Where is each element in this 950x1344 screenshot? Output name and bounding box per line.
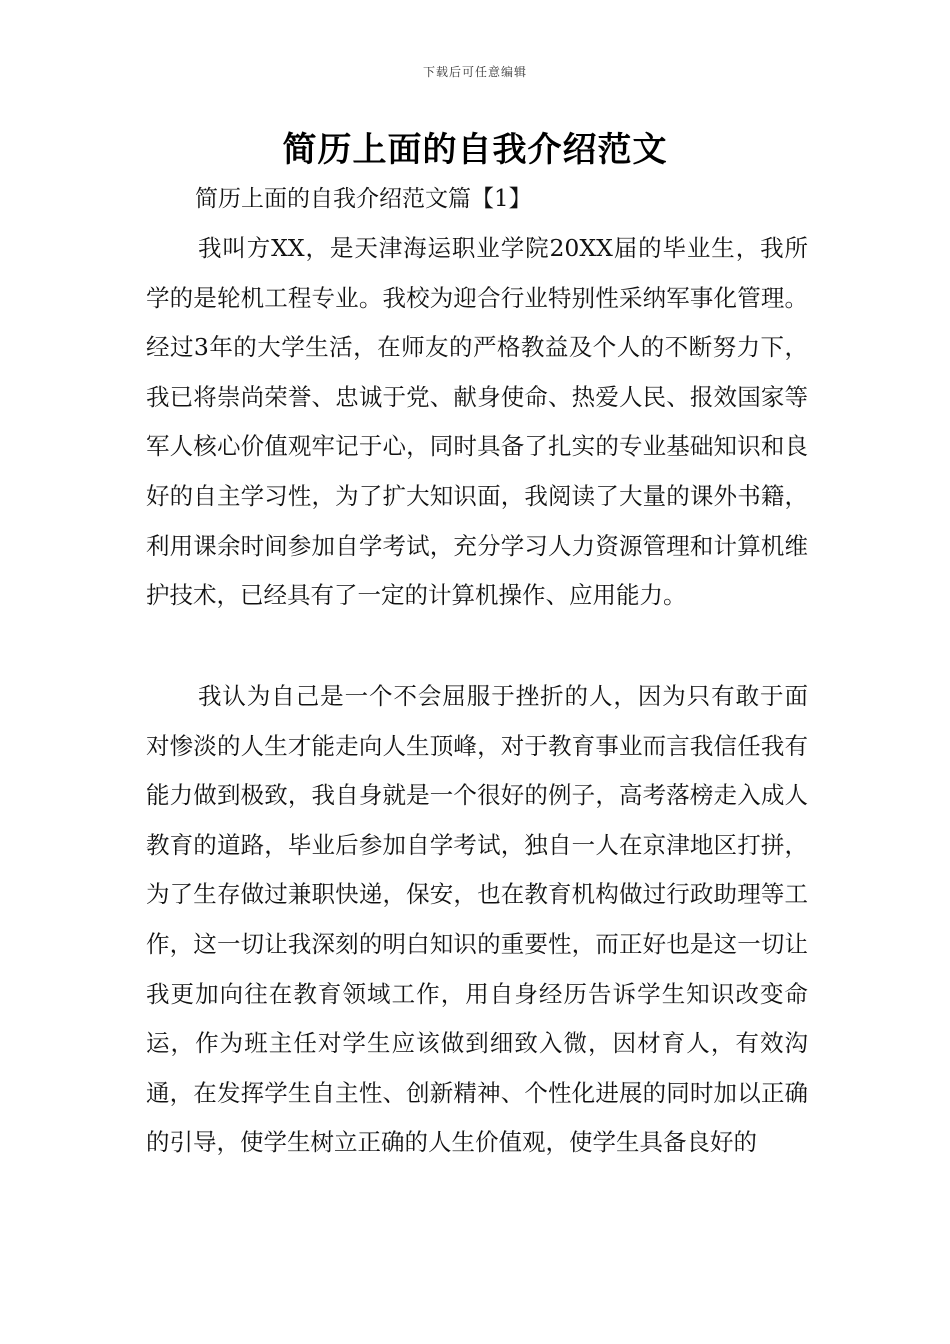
- body-paragraph: 我认为自己是一个不会屈服于挫折的人，因为只有敢于面对惨淡的人生才能走向人生顶峰，对于教育事业而言我信任我有能力做到极致，我自身就是一个很好的例子，高考落榜走入成人教育的道路，毕业后参加自学考试，独自一人在京津地区打拼，为了生存做过兼职快递，保安，也在教育机构做过行政助理等工作，这一切让我深刻的明白知识的重要性，而正好也是这一切让我更加向往在教育领域工作，用自身经历告诉学生知识改变命运，作为班主任对学生应该做到细致入微，因材育人，有效沟通，在发挥学生自主性、创新精神、个性化进展的同时加以正确的引导，使学生树立正确的人生价值观，使学生具备良好的: [146, 682, 808, 1157]
- document-title: 简历上面的自我介绍范文: [282, 130, 668, 170]
- header-note: 下载后可任意编辑: [422, 65, 527, 79]
- section-heading: 简历上面的自我介绍范文篇【1】: [195, 186, 532, 212]
- body-paragraph: 我叫方XX，是天津海运职业学院20XX届的毕业生，我所学的是轮机工程专业。我校为迎合行业特别性采纳军事化管理。经过3年的大学生活，在师友的严格教益及个人的不断努力下，我已将崇尚荣誉、忠诚于党、献身使命、热爱人民、报效国家等军人核心价值观牢记于心，同时具备了扎实的专业基础知识和良好的自主学习性，为了扩大知识面，我阅读了大量的课外书籍，利用课余时间参加自学考试，充分学习人力资源管理和计算机维护技术，已经具有了一定的计算机操作、应用能力。: [146, 234, 808, 610]
